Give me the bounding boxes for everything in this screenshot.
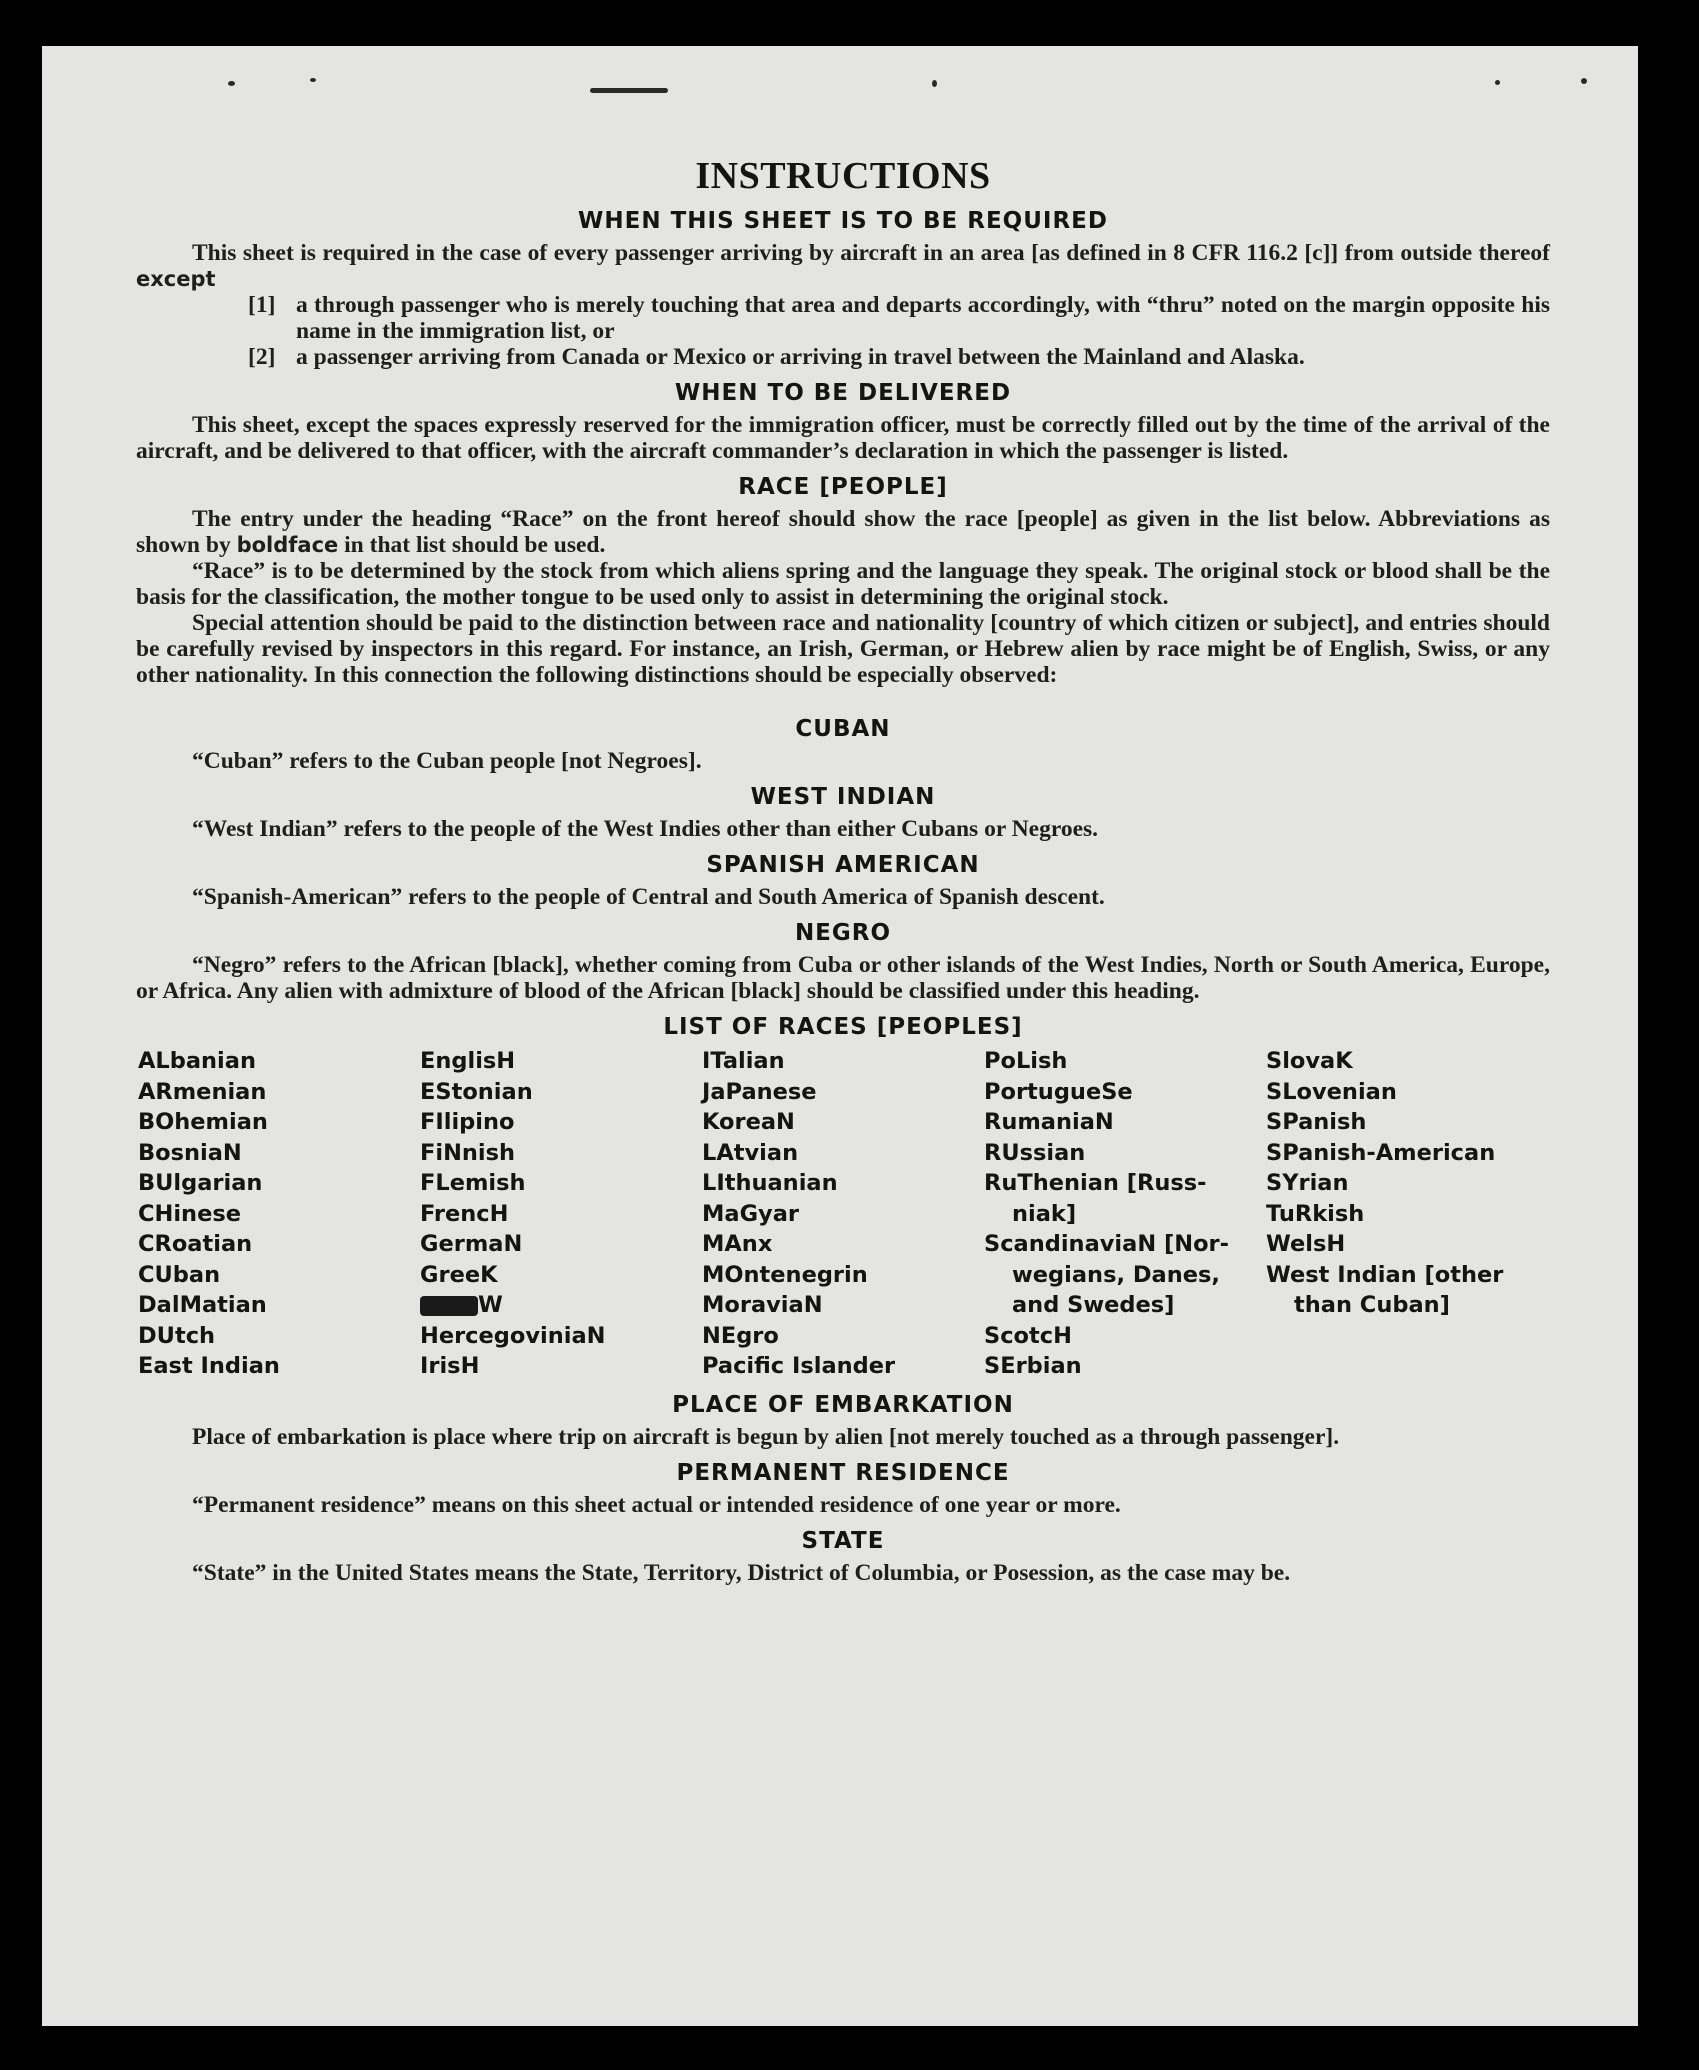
exception-number: [2] — [248, 344, 276, 370]
redaction-blot — [420, 1296, 478, 1316]
race-entry: West Indian [other — [1266, 1261, 1504, 1288]
exception-item — [248, 292, 1550, 344]
race-entry: ScandinaviaN [Nor- — [984, 1231, 1229, 1257]
exception-text: a through passenger who is merely touching that area and departs accordingly, with “thru” noted on the margin opposite his name in the immigration list, or — [296, 292, 1550, 344]
heading-negro: NEGRO — [794, 920, 892, 946]
races-column-4 — [984, 1046, 1266, 1382]
residence-text: “Permanent residence” means on this sheet actual or intended residence of one year or more. — [192, 1491, 1121, 1518]
race-p1-start: The entry under the heading “Race” on the front hereof should show the race [people] as given in the list below. Abbreviations as shown by — [136, 506, 1550, 558]
race-entry: HercegoviniaN — [420, 1322, 606, 1349]
race-entry: BOhemian — [138, 1109, 268, 1135]
race-entry: ALbanian — [138, 1048, 256, 1074]
heading-cuban: CUBAN — [795, 716, 891, 742]
race-entry: MoraviaN — [702, 1292, 823, 1318]
race-entry: SYrian — [1266, 1170, 1349, 1196]
spanish-american-text: “Spanish-American” refers to the people of Central and South America of Spanish descent. — [192, 884, 1105, 910]
race-entry-continuation: niak] — [1012, 1200, 1077, 1227]
race-entry: DalMatian — [138, 1292, 267, 1318]
races-column-1 — [138, 1046, 420, 1382]
scan-speck — [228, 81, 235, 86]
race-entry: TuRkish — [1266, 1200, 1365, 1227]
race-entry: RumaniaN — [984, 1109, 1114, 1135]
scan-speck — [1581, 78, 1587, 84]
cuban-text: “Cuban” refers to the Cuban people [not Negroes]. — [192, 748, 702, 774]
scan-marks — [42, 46, 1638, 166]
exception-text: a passenger arriving from Canada or Mexico or arriving in travel between the Mainland and Alaska. — [296, 344, 1305, 370]
race-entry: LAtvian — [702, 1139, 799, 1166]
race-entry: PortugueSe — [984, 1078, 1133, 1105]
scan-dash — [590, 88, 668, 93]
except-word: except — [136, 267, 216, 291]
race-entry-redacted — [420, 1290, 702, 1321]
race-entry: GreeK — [420, 1261, 498, 1288]
races-column-3 — [702, 1046, 984, 1382]
race-entry: KoreaN — [702, 1109, 795, 1135]
race-entry: DUtch — [138, 1322, 216, 1349]
race-entry: MOntenegrin — [702, 1261, 868, 1288]
race-paragraph-3: Special attention should be paid to the distinction between race and nationality [country of which citizen or subject], and entries should be carefully revised by inspectors in this regard. For instance, an Irish, German, or Hebrew alien by race might be of English, Swiss, or any other nationality. In this connection the following distinctions should be especially observed: — [136, 610, 1550, 688]
race-entry: ITalian — [702, 1048, 785, 1074]
state-text: “State” in the United States means the State, Territory, District of Columbia, or Posession, as the case may be. — [192, 1559, 1291, 1586]
race-entry: LIthuanian — [702, 1170, 838, 1196]
heading-list-of-races: LIST OF RACES [PEOPLES] — [663, 1014, 1023, 1040]
heading-embarkation: PLACE OF EMBARKATION — [672, 1391, 1014, 1418]
heading-permanent-residence: PERMANENT RESIDENCE — [676, 1459, 1010, 1486]
when-delivered-text: This sheet, except the spaces expressly reserved for the immigration officer, must be correctly filled out by the time of the arrival of the aircraft, and be delivered to that officer, with the aircraft commander’s declaration in which the passenger is listed. — [136, 412, 1550, 464]
race-entry: EnglisH — [420, 1048, 516, 1074]
race-entry: SLovenian — [1266, 1078, 1397, 1105]
race-entry: WelsH — [1266, 1231, 1346, 1257]
race-entry: SPanish — [1266, 1109, 1367, 1135]
race-entry: FLemish — [420, 1170, 526, 1196]
race-entry: MaGyar — [702, 1200, 799, 1227]
races-list — [138, 1046, 1550, 1382]
race-entry-redacted-suffix: W — [478, 1292, 503, 1318]
race-entry-continuation: and Swedes] — [1012, 1292, 1175, 1318]
races-column-2 — [420, 1046, 702, 1382]
race-entry-continuation: than Cuban] — [1294, 1292, 1450, 1318]
race-entry: Pacific Islander — [702, 1353, 896, 1379]
exception-number: [1] — [248, 292, 276, 318]
race-entry: IrisH — [420, 1353, 480, 1379]
west-indian-text: “West Indian” refers to the people of the West Indies other than either Cubans or Negroes. — [192, 816, 1099, 842]
embarkation-text: Place of embarkation is place where trip on aircraft is begun by alien [not merely touched as a through passenger]. — [192, 1423, 1340, 1450]
page-title: INSTRUCTIONS — [695, 155, 991, 197]
exceptions-list — [248, 292, 1550, 370]
race-entry: BosniaN — [138, 1139, 242, 1166]
race-entry: EStonian — [420, 1078, 533, 1105]
scan-speck — [310, 78, 316, 82]
race-entry: CHinese — [138, 1200, 241, 1227]
races-column-5 — [1266, 1046, 1552, 1382]
race-entry: FIlipino — [420, 1109, 515, 1135]
race-entry: SPanish-American — [1266, 1139, 1496, 1166]
heading-spanish-american: SPANISH AMERICAN — [706, 852, 980, 878]
race-entry: PoLish — [984, 1048, 1068, 1074]
race-entry: NEgro — [702, 1322, 779, 1349]
heading-race: RACE [PEOPLE] — [738, 474, 948, 500]
heading-west-indian: WEST INDIAN — [750, 784, 936, 810]
race-entry: RuThenian [Russ- — [984, 1170, 1207, 1196]
race-entry-continuation: wegians, Danes, — [1012, 1261, 1220, 1288]
race-entry: SErbian — [984, 1353, 1082, 1379]
race-entry: BUlgarian — [138, 1170, 263, 1196]
race-entry: CUban — [138, 1261, 221, 1288]
boldface-word: boldface — [236, 533, 339, 557]
when-required-intro — [136, 240, 1550, 292]
scan-speck — [932, 80, 937, 87]
heading-when-delivered: WHEN TO BE DELIVERED — [674, 380, 1012, 406]
race-entry: FiNnish — [420, 1139, 516, 1166]
instructions-content — [136, 154, 1550, 1586]
when-required-intro-text: This sheet is required in the case of every passenger arriving by aircraft in an area [as defined in 8 CFR 116.2 [c]] from outside thereof — [192, 240, 1550, 266]
document-page — [42, 46, 1638, 2026]
race-entry: FrencH — [420, 1200, 509, 1227]
exception-item — [248, 344, 1550, 370]
race-entry: GermaN — [420, 1231, 523, 1257]
race-paragraph-2: “Race” is to be determined by the stock from which aliens spring and the language they speak. The original stock or blood shall be the basis for the classification, the mother tongue to be used only to assist in determining the original stock. — [136, 558, 1550, 610]
race-paragraph-1 — [136, 506, 1550, 558]
spacer — [136, 688, 1550, 706]
race-entry: East Indian — [138, 1353, 280, 1379]
race-entry: ScotcH — [984, 1322, 1072, 1349]
race-entry: MAnx — [702, 1231, 773, 1257]
race-entry: RUssian — [984, 1139, 1086, 1166]
heading-state: STATE — [801, 1527, 885, 1554]
race-entry: JaPanese — [702, 1078, 817, 1105]
scan-speck — [1495, 80, 1500, 85]
negro-text: “Negro” refers to the African [black], whether coming from Cuba or other islands of the West Indies, North or South America, Europe, or Africa. Any alien with admixture of blood of the African [black] should be classified under this heading. — [136, 952, 1550, 1004]
race-entry: ARmenian — [138, 1078, 267, 1105]
race-entry: SlovaK — [1266, 1048, 1353, 1074]
race-entry: CRoatian — [138, 1231, 253, 1257]
heading-when-required: WHEN THIS SHEET IS TO BE REQUIRED — [578, 208, 1108, 234]
race-p1-end: in that list should be used. — [344, 532, 606, 558]
